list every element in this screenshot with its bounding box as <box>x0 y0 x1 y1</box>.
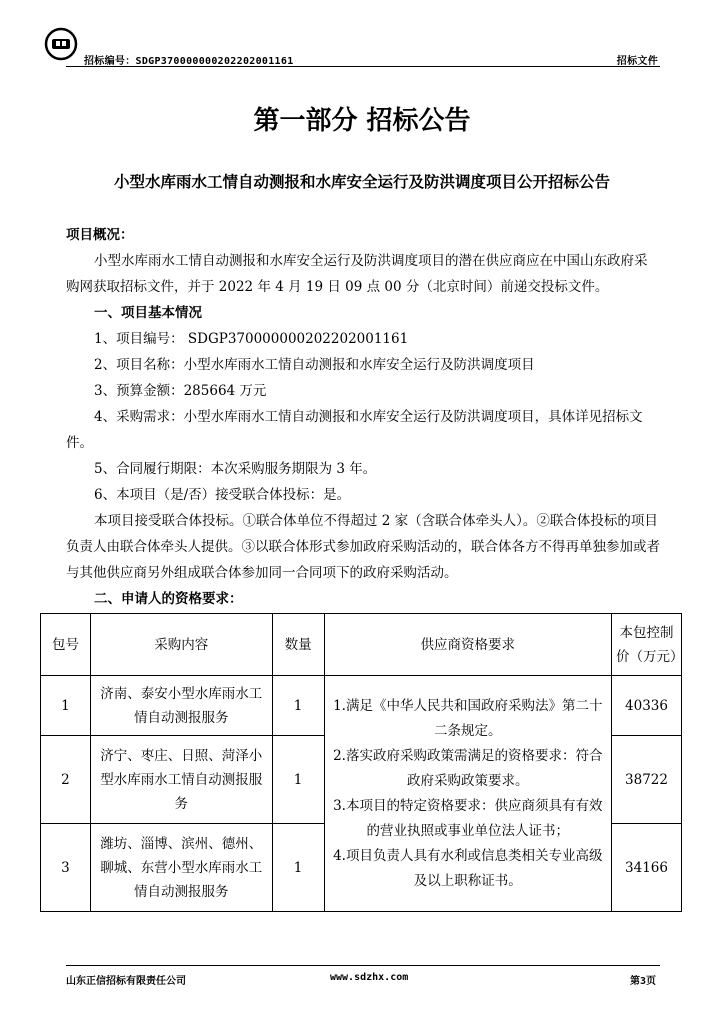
item-project-name: 2、项目名称：小型水库雨水工情自动测报和水库安全运行及防洪调度项目 <box>94 357 535 373</box>
overview-heading: 项目概况： <box>66 227 134 243</box>
requirement-3: 3.本项目的特定资格要求：供应商须具有有效的营业执照或事业单位法人证书； <box>333 797 603 839</box>
item-contract-period: 5、合同履行期限：本次采购服务期限为 3 年。 <box>94 461 377 477</box>
header-price: 本包控制价（万元） <box>612 614 682 676</box>
footer-company: 山东正信招标有限责任公司 <box>66 976 186 987</box>
requirement-4: 4.项目负责人具有水利或信息类相关专业高级及以上职称证书。 <box>333 847 603 889</box>
cell-package: 3 <box>41 824 91 912</box>
cell-requirements <box>324 676 611 912</box>
cell-price: 40336 <box>612 676 682 736</box>
cell-price: 34166 <box>612 824 682 912</box>
cell-package: 2 <box>41 736 91 824</box>
company-logo-icon <box>44 27 78 61</box>
page-title: 第一部分 招标公告 <box>253 106 471 136</box>
item-budget: 3、预算金额：285664 万元 <box>94 383 267 399</box>
item-requirement: 4、采购需求：小型水库雨水工情自动测报和水库安全运行及防洪调度项目，具体详见招标文件。 <box>66 409 643 451</box>
overview-text: 小型水库雨水工情自动测报和水库安全运行及防洪调度项目的潜在供应商应在中国山东政府采购网获取招标文件，并于 2022 年 4 月 19 日 09 点 00 分（北京时间）前递交投标文件。 <box>66 253 648 295</box>
table-row <box>41 676 682 736</box>
footer-page-number: 第3页 <box>629 976 656 987</box>
cell-quantity: 1 <box>272 736 324 824</box>
cell-quantity: 1 <box>272 676 324 736</box>
qualification-table <box>40 613 682 912</box>
bid-number: 招标编号：SDGP370000000202202001161 <box>84 56 294 67</box>
cell-content: 济宁、枣庄、日照、菏泽小型水库雨水工情自动测报服务 <box>90 736 272 824</box>
consortium-text: 本项目接受联合体投标。①联合体单位不得超过 2 家（含联合体牵头人）。②联合体投标的项目负责人由联合体牵头人提供。③以联合体形式参加政府采购活动的，联合体各方不得再单独参加或者与其他供应商另外组成联合体参加同一合同项下的政府采购活动。 <box>66 513 660 581</box>
header-divider <box>66 66 660 67</box>
header-content: 采购内容 <box>90 614 272 676</box>
cell-package: 1 <box>41 676 91 736</box>
header-requirements: 供应商资格要求 <box>324 614 611 676</box>
section1-heading: 一、项目基本情况 <box>94 305 202 321</box>
footer-website: www.sdzhx.com <box>330 972 409 983</box>
item-project-number: 1、项目编号： SDGP370000000202202001161 <box>94 331 409 347</box>
cell-content: 济南、泰安小型水库雨水工情自动测报服务 <box>90 676 272 736</box>
document-body <box>66 222 660 612</box>
section2-heading: 二、申请人的资格要求： <box>94 591 243 607</box>
table-header-row <box>41 614 682 676</box>
cell-price: 38722 <box>612 736 682 824</box>
item-consortium: 6、本项目（是/否）接受联合体投标：是。 <box>94 487 351 503</box>
header-package: 包号 <box>41 614 91 676</box>
page-subtitle: 小型水库雨水工情自动测报和水库安全运行及防洪调度项目公开招标公告 <box>113 173 610 191</box>
requirement-2: 2.落实政府采购政策需满足的资格要求：符合政府采购政策要求。 <box>333 747 603 789</box>
requirement-1: 1.满足《中华人民共和国政府采购法》第二十二条规定。 <box>333 697 603 739</box>
header-doc-type: 招标文件 <box>616 56 658 67</box>
cell-content: 潍坊、淄博、滨州、德州、聊城、东营小型水库雨水工情自动测报服务 <box>90 824 272 912</box>
header-quantity: 数量 <box>272 614 324 676</box>
cell-quantity: 1 <box>272 824 324 912</box>
footer-divider <box>66 965 660 966</box>
